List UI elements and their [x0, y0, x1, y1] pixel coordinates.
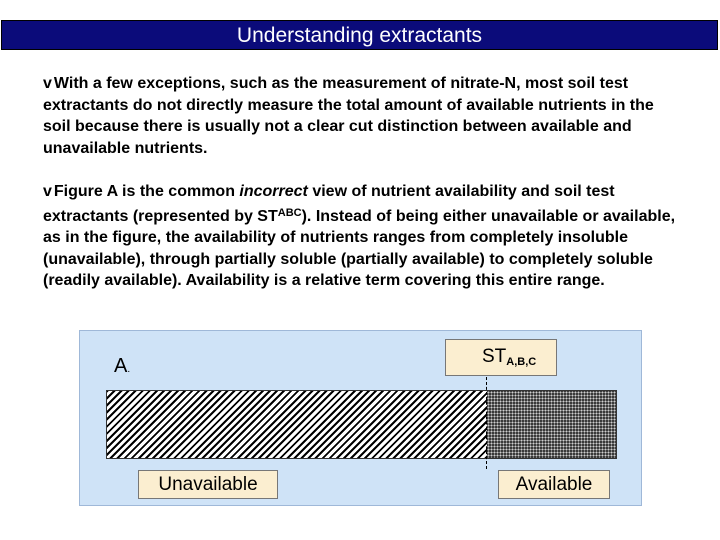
soil-test-label-box: [445, 339, 557, 376]
figure-label: [114, 355, 130, 378]
bullet-2-part-3: ). Instead of being either unavailable or available, as in the figure, the availability of nutrients ranges from completely insoluble (unavailable), through partially soluble (partially available) to completely soluble (readily available). Availability is a relative term covering this entire range.: [43, 207, 676, 289]
unavailable-label: Unavailable: [138, 470, 278, 499]
extraction-threshold-line: [486, 377, 487, 469]
bullet-2-emphasis: incorrect: [239, 183, 308, 200]
available-dotted-segment: [487, 391, 616, 458]
bullet-paragraph-2: [43, 181, 683, 292]
bullet-1-text: With a few exceptions, such as the measurement of nitrate-N, most soil test extractants do not directly measure the total amount of available nutrients in the soil because there is usually not a clear cut distinction between available and unavailable nutrients.: [43, 75, 654, 157]
soil-test-subscript: A,B,C: [506, 356, 537, 368]
bullet-2-part-2: view of nutrient availability and soil test extractants (represented by ST: [43, 183, 615, 225]
figure-label-letter: A: [114, 355, 128, 377]
bullet-diamond-icon: v: [43, 183, 52, 200]
figure-label-dot: .: [127, 364, 131, 375]
bullet-paragraph-1: [43, 73, 683, 159]
bullet-2-superscript: ABC: [277, 206, 302, 219]
figure-a-panel: [79, 330, 642, 506]
availability-bar: [106, 390, 617, 459]
slide-title: Understanding extractants: [1, 20, 718, 50]
bullet-diamond-icon: v: [43, 75, 52, 92]
unavailable-hatched-segment: [107, 391, 487, 458]
soil-test-label: ST: [482, 346, 507, 367]
bullet-2-part-1: Figure A is the common: [53, 183, 240, 200]
available-label: Available: [498, 470, 610, 499]
